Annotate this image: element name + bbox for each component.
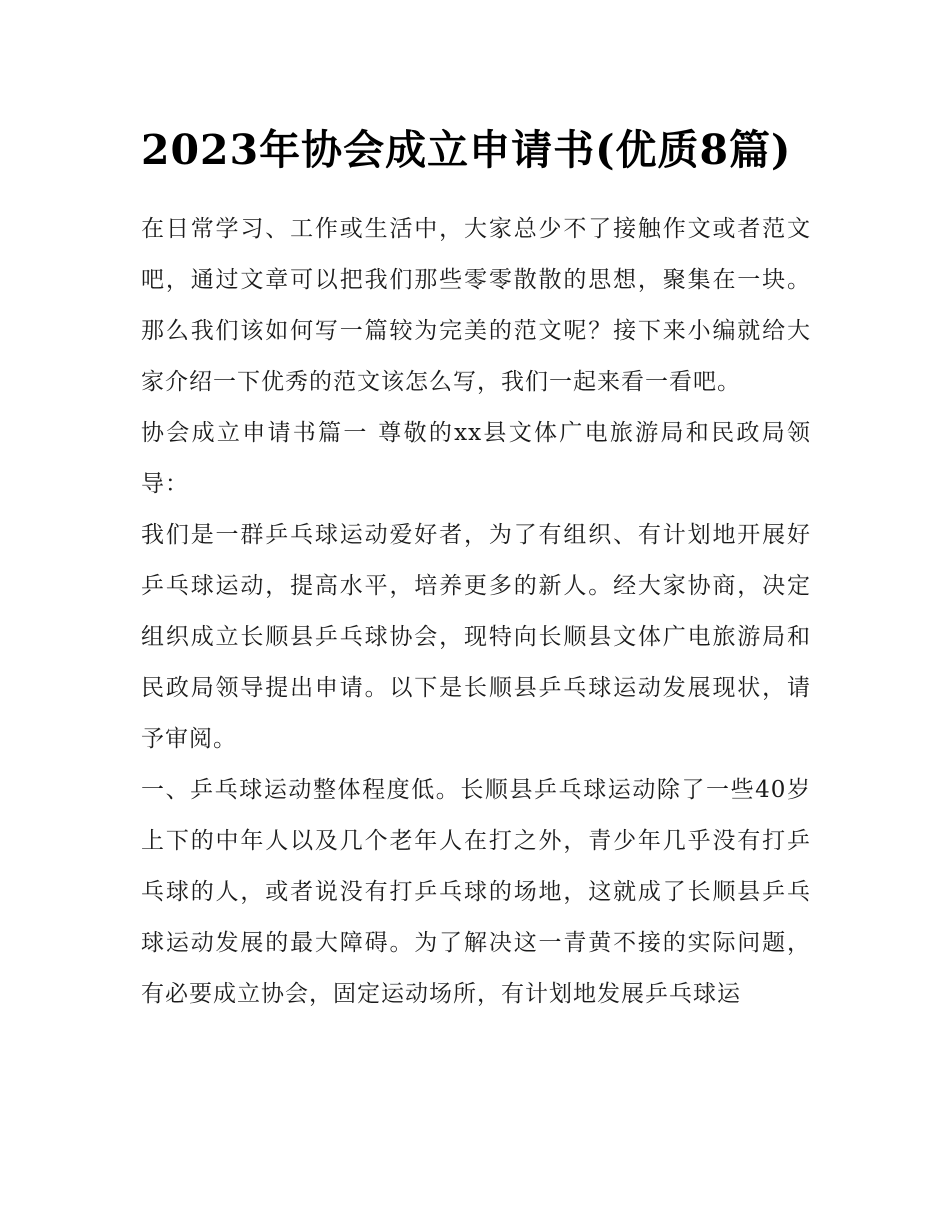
document-title: 2023年协会成立申请书(优质8篇) — [141, 126, 792, 174]
document-content — [141, 118, 811, 1020]
document-body — [141, 204, 811, 1020]
paragraph-point-one: 一、乒乓球运动整体程度低。长顺县乒乓球运动除了一些40岁上下的中年人以及几个老年人在打之外，青少年几乎没有打乒乓球的人，或者说没有打乒乓球的场地，这就成了长顺县乒乓球运动发展的最大障碍。为了解决这一青黄不接的实际问题，有必要成立协会，固定运动场所，有计划地发展乒乓球运 — [141, 777, 811, 1007]
paragraph-salutation: 协会成立申请书篇一 尊敬的xx县文体广电旅游局和民政局领导： — [141, 420, 811, 497]
paragraph-application: 我们是一群乒乓球运动爱好者，为了有组织、有计划地开展好乒乓球运动，提高水平，培养更多的新人。经大家协商，决定组织成立长顺县乒乓球协会，现特向长顺县文体广电旅游局和民政局领导提出申请。以下是长顺县乒乓球运动发展现状，请予审阅。 — [141, 522, 811, 752]
paragraph-intro: 在日常学习、工作或生活中，大家总少不了接触作文或者范文吧，通过文章可以把我们那些零零散散的思想，聚集在一块。那么我们该如何写一篇较为完美的范文呢？接下来小编就给大家介绍一下优秀的范文该怎么写，我们一起来看一看吧。 — [141, 216, 811, 395]
